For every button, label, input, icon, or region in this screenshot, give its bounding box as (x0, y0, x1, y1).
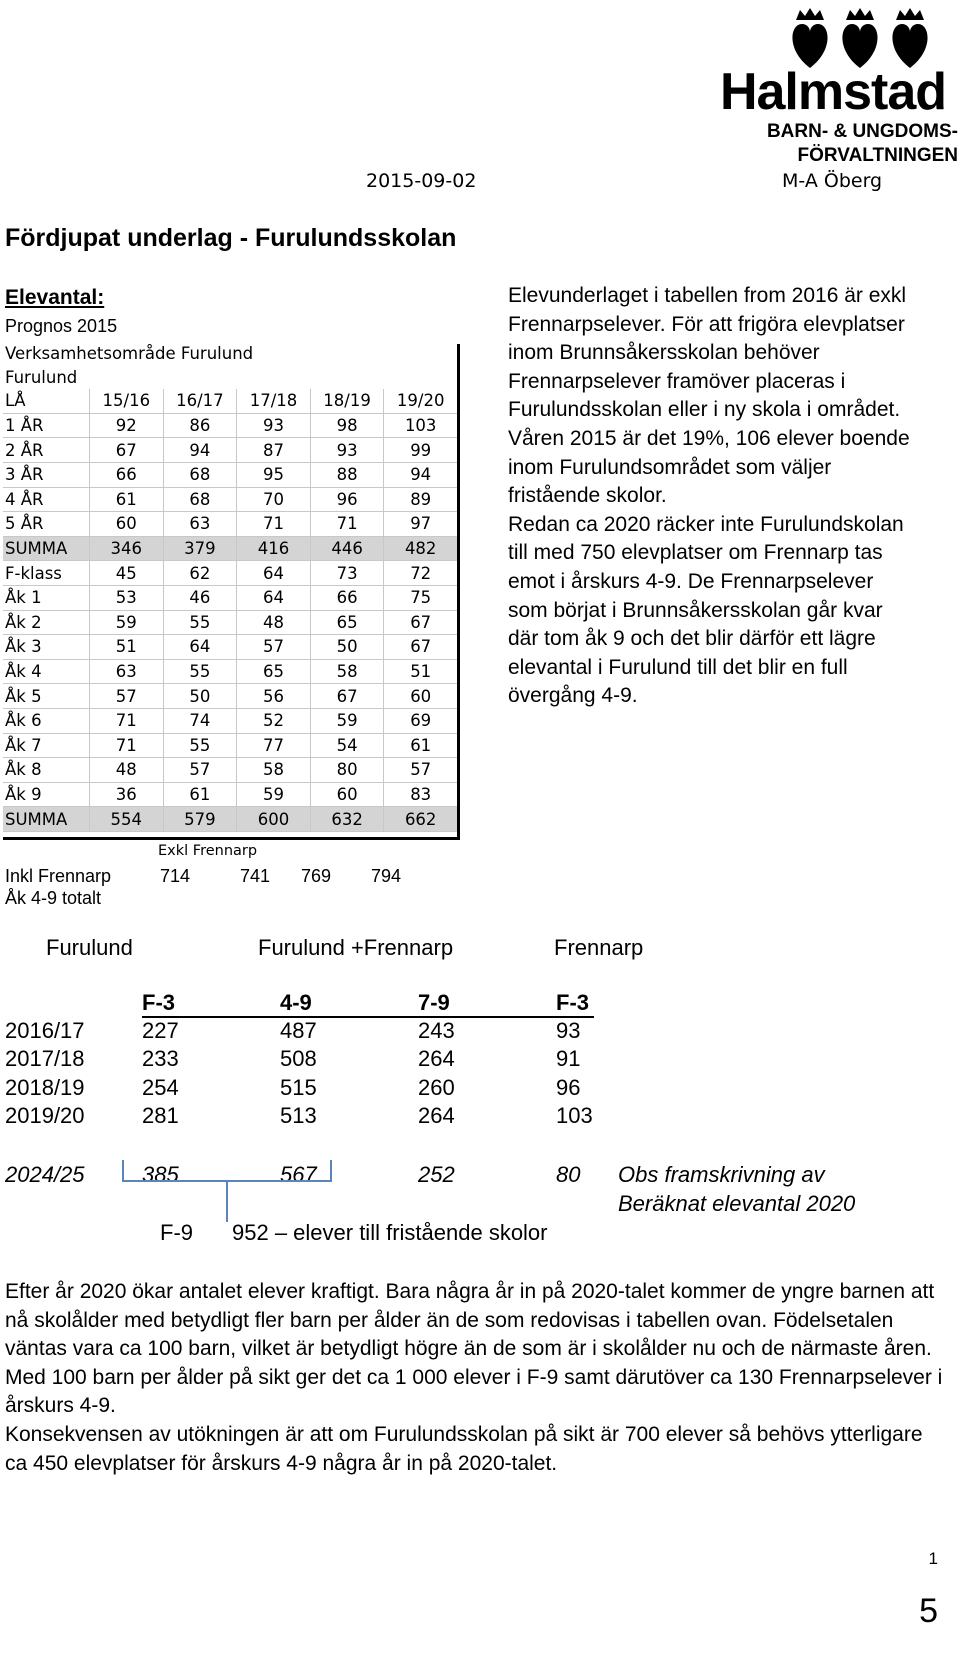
table-cell: 75 (384, 585, 458, 610)
table-cell: 99 (384, 438, 458, 463)
table-row (3, 512, 458, 537)
table-row (3, 561, 458, 586)
table-row (3, 610, 458, 635)
table-cell: 69 (384, 708, 458, 733)
table-cell: 71 (237, 512, 311, 537)
label-column-header: LÅ (3, 389, 90, 413)
table-cell: 56 (237, 684, 311, 709)
table-cell: 66 (310, 585, 384, 610)
table-cell: 48 (90, 758, 164, 783)
exkl-frennarp-note: Exkl Frennarp (158, 843, 258, 859)
row-label: Åk 4 (3, 659, 90, 684)
table-row (3, 684, 458, 709)
page-number-small: 1 (928, 1549, 938, 1568)
table-cell: 70 (237, 487, 311, 512)
table-cell: 57 (163, 758, 237, 783)
table-cell: 94 (163, 438, 237, 463)
row-label: SUMMA (3, 536, 90, 561)
table-cell: 36 (90, 782, 164, 807)
year-header: 19/20 (384, 389, 458, 413)
group-frennarp: Frennarp (554, 935, 644, 960)
table-cell: 62 (163, 561, 237, 586)
table-cell: 64 (237, 585, 311, 610)
year-header: 15/16 (90, 389, 164, 413)
table-cell: 93 (310, 438, 384, 463)
table-cell: 51 (90, 635, 164, 660)
row-label: Åk 5 (3, 684, 90, 709)
inkl-frennarp-value: 714 (160, 866, 191, 886)
group-furulund: Furulund (46, 935, 133, 960)
bracket-connector (330, 1160, 332, 1182)
table-cell: 67 (90, 438, 164, 463)
school-year: 2018/19 (5, 1074, 85, 1100)
bottom-paragraph: Konsekvensen av utökningen är att om Furulundsskolan på sikt är 700 elever så behövs ytterligare ca 450 elevplatser för årskurs 4-9 några år in på 2020-talet. (5, 1422, 923, 1475)
table-cell: 72 (384, 561, 458, 586)
table-cell: 71 (90, 708, 164, 733)
row-label: Åk 7 (3, 733, 90, 758)
table-cell: 61 (384, 733, 458, 758)
table-row (3, 487, 458, 512)
f9-text: 952 – elever till fristående skolor (232, 1220, 548, 1245)
table-cell: 87 (237, 438, 311, 463)
table-cell: 46 (163, 585, 237, 610)
table-row (3, 807, 458, 832)
table-cell: 93 (237, 413, 311, 438)
table-cell: 77 (237, 733, 311, 758)
table-row (3, 413, 458, 438)
inkl-frennarp-row (5, 866, 445, 888)
row-label: 3 ÅR (3, 462, 90, 487)
bottom-paragraph: Med 100 barn per ålder på sikt ger det ca 1 000 elever i F-9 samt därutöver ca 130 Frennarpselever i årskurs 4-9. (5, 1365, 943, 1418)
table-cell: 54 (310, 733, 384, 758)
row-label: 5 ÅR (3, 512, 90, 537)
projection-value: 567 (280, 1162, 317, 1187)
table-cell: 65 (310, 610, 384, 635)
logo-subtitle: BARN- & UNGDOMS- FÖRVALTNINGEN (766, 121, 958, 166)
table-cell: 63 (163, 512, 237, 537)
row-label: 4 ÅR (3, 487, 90, 512)
table-cell: 57 (90, 684, 164, 709)
table-cell: 71 (310, 512, 384, 537)
table-cell: 65 (237, 659, 311, 684)
table-row (3, 462, 458, 487)
table-cell: 67 (310, 684, 384, 709)
year-header: 16/17 (163, 389, 237, 413)
table-row (3, 635, 458, 660)
row-label: Åk 1 (3, 585, 90, 610)
sidebar-paragraph: Våren 2015 är det 19%, 106 elever boende inom Furulundsområdet som väljer fristående skolor. (508, 426, 910, 508)
table-cell: 88 (310, 462, 384, 487)
table-cell: 52 (237, 708, 311, 733)
col-head-frennarp-f3: F-3 (556, 990, 594, 1018)
group-furulund-frennarp: Furulund +Frennarp (258, 935, 454, 960)
sidebar-paragraph: Redan ca 2020 räcker inte Furulundskolan till med 750 elevplatser om Frennarp tas emot i årskurs 4-9. De Frennarpselever som börjat i Brunnsåkersskolan går kvar där tom åk 9 och det blir därför ett lägre elevantal i Furulund till det blir en full övergång 4-9. (508, 512, 904, 708)
table-cell: 60 (310, 782, 384, 807)
table-cell: 579 (163, 807, 237, 832)
table-cell: 632 (310, 807, 384, 832)
table-cell: 97 (384, 512, 458, 537)
year-header: 17/18 (237, 389, 311, 413)
row-label: Åk 9 (3, 782, 90, 807)
table-cell: 60 (90, 512, 164, 537)
table-cell: 379 (163, 536, 237, 561)
elevantal-heading: Elevantal: (5, 286, 105, 309)
student-count: 260 (418, 1074, 455, 1100)
bottom-paragraph: Efter år 2020 ökar antalet elever kraftigt. Bara några år in på 2020-talet kommer de yngre barnen att nå skolålder med betydligt fler barn per ålder än de som redovisas i tabellen ovan. Födelsetalen väntas vara ca 100 barn, vilket är betydligt högre än de som är i skolålder nu och de närmaste åren. (5, 1280, 935, 1361)
table-row (3, 438, 458, 463)
ak49-total-label: Åk 4-9 totalt (5, 888, 102, 908)
table-cell: 50 (310, 635, 384, 660)
table-cell: 80 (310, 758, 384, 783)
row-label: Åk 2 (3, 610, 90, 635)
table-row (3, 708, 458, 733)
table-cell: 55 (163, 659, 237, 684)
school-year: 2019/20 (5, 1103, 85, 1129)
table-cell: 446 (310, 536, 384, 561)
table-cell: 60 (384, 684, 458, 709)
table-cell: 95 (237, 462, 311, 487)
table-cell: 57 (384, 758, 458, 783)
student-count: 281 (142, 1103, 179, 1129)
table-cell: 61 (163, 782, 237, 807)
student-count: 513 (280, 1103, 317, 1129)
student-count: 264 (418, 1046, 455, 1072)
student-count: 93 (556, 1018, 581, 1043)
table-cell: 346 (90, 536, 164, 561)
page-title: Fördjupat underlag - Furulundsskolan (5, 224, 457, 252)
col-head-4-9: 4-9 (280, 990, 418, 1018)
prognos-label: Prognos 2015 (5, 316, 118, 336)
table-cell: 53 (90, 585, 164, 610)
student-count: 508 (280, 1046, 317, 1072)
table-cell: 63 (90, 659, 164, 684)
student-count: 233 (142, 1046, 179, 1072)
projection-year: 2024/25 (5, 1162, 85, 1187)
table-cell: 61 (90, 487, 164, 512)
row-label: Åk 8 (3, 758, 90, 783)
bracket-connector (226, 1182, 228, 1222)
f9-label: F-9 (160, 1220, 193, 1245)
table-cell: 64 (237, 561, 311, 586)
table-row (3, 733, 458, 758)
table-cell: 68 (163, 487, 237, 512)
table-cell: 68 (163, 462, 237, 487)
logo-wordmark: Halmstad (719, 63, 947, 121)
table-cell: 103 (384, 413, 458, 438)
table-cell: 554 (90, 807, 164, 832)
table-cell: 48 (237, 610, 311, 635)
bottom-text (5, 1278, 945, 1478)
table-cell: 50 (163, 684, 237, 709)
table-cell: 59 (310, 708, 384, 733)
table-cell: 416 (237, 536, 311, 561)
document-date: 2015-09-02 (366, 170, 477, 192)
row-label: 1 ÅR (3, 413, 90, 438)
table-row (3, 782, 458, 807)
table-cell: 600 (237, 807, 311, 832)
col-head-f3: F-3 (142, 990, 280, 1018)
table-cell: 58 (310, 659, 384, 684)
table-cell: 55 (163, 733, 237, 758)
table-row (3, 659, 458, 684)
student-count: 487 (280, 1018, 317, 1043)
table-cell: 74 (163, 708, 237, 733)
obs-note-line1: Obs framskrivning av (618, 1162, 825, 1187)
inkl-frennarp-value: 769 (301, 866, 332, 886)
student-forecast-table (3, 342, 458, 832)
student-count: 515 (280, 1074, 317, 1100)
student-count: 91 (556, 1046, 581, 1072)
inkl-frennarp-value: 794 (371, 866, 402, 886)
table-cell: 67 (384, 610, 458, 635)
obs-note-line2: Beräknat elevantal 2020 (618, 1191, 856, 1216)
table-cell: 67 (384, 635, 458, 660)
year-header: 18/19 (310, 389, 384, 413)
table-cell: 64 (163, 635, 237, 660)
table-cell: 662 (384, 807, 458, 832)
row-label: F-klass (3, 561, 90, 586)
area-label: Verksamhetsområde Furulund (5, 344, 254, 364)
projection-value: 385 (142, 1162, 179, 1187)
row-label: 2 ÅR (3, 438, 90, 463)
document-author: M-A Öberg (782, 170, 883, 192)
table-cell: 73 (310, 561, 384, 586)
table-cell: 59 (90, 610, 164, 635)
student-count: 227 (142, 1018, 179, 1043)
projection-value: 252 (418, 1162, 455, 1187)
page-number-large: 5 (919, 1592, 938, 1630)
table-cell: 45 (90, 561, 164, 586)
student-count: 243 (418, 1018, 455, 1043)
table-cell: 83 (384, 782, 458, 807)
sidebar-paragraph: Elevunderlaget i tabellen from 2016 är exkl Frennarpselever. För att frigöra elevplatser inom Brunnsåkersskolan behöver Frennarpselever framöver placeras i Furulundsskolan eller i ny skola i området. (508, 284, 907, 422)
student-count: 254 (142, 1074, 179, 1100)
school-year: 2016/17 (5, 1018, 85, 1043)
table-cell: 98 (310, 413, 384, 438)
halmstad-crowns-hearts-logo (790, 6, 940, 70)
year-header-row (3, 389, 458, 413)
student-count: 96 (556, 1074, 581, 1100)
bracket-connector (122, 1160, 124, 1180)
inkl-frennarp-value: 741 (240, 866, 271, 886)
table-cell: 71 (90, 733, 164, 758)
table-cell: 59 (237, 782, 311, 807)
table-row (3, 758, 458, 783)
col-head-7-9: 7-9 (418, 990, 556, 1018)
table-cell: 86 (163, 413, 237, 438)
table-cell: 51 (384, 659, 458, 684)
table-row (3, 536, 458, 561)
inkl-frennarp-label: Inkl Frennarp (5, 866, 112, 886)
table-cell: 92 (90, 413, 164, 438)
school-year: 2017/18 (5, 1046, 85, 1072)
table-cell: 96 (310, 487, 384, 512)
table-cell: 58 (237, 758, 311, 783)
table-cell: 89 (384, 487, 458, 512)
table-cell: 55 (163, 610, 237, 635)
row-label: Åk 6 (3, 708, 90, 733)
projection-value: 80 (556, 1162, 581, 1187)
unit-label: Furulund (5, 367, 78, 387)
table-cell: 94 (384, 462, 458, 487)
table-row (3, 585, 458, 610)
student-count: 264 (418, 1103, 455, 1129)
row-label: SUMMA (3, 807, 90, 832)
row-label: Åk 3 (3, 635, 90, 660)
sidebar-text (508, 282, 918, 711)
table-cell: 482 (384, 536, 458, 561)
table-cell: 66 (90, 462, 164, 487)
table-cell: 57 (237, 635, 311, 660)
student-count: 103 (556, 1103, 593, 1129)
